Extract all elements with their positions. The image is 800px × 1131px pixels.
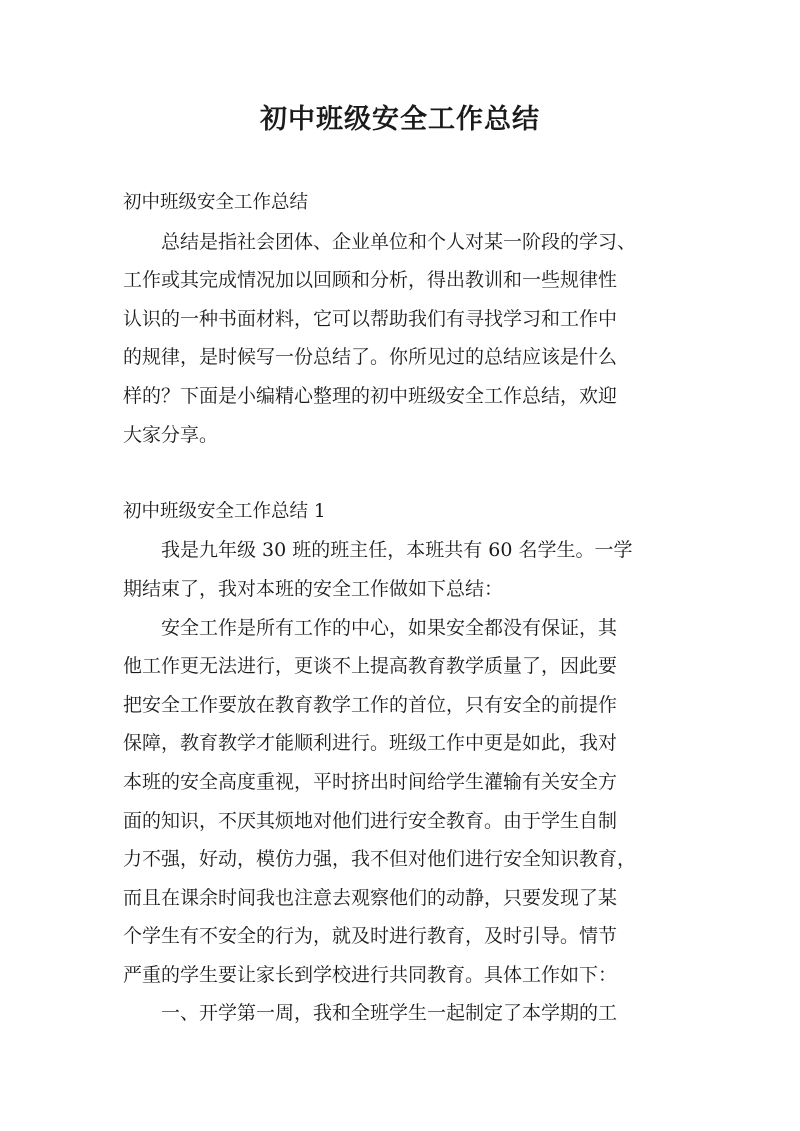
document-body xyxy=(123,184,683,1033)
paragraph-line: 认识的一种书面材料，它可以帮助我们有寻找学习和工作中 xyxy=(123,307,618,330)
blank-line xyxy=(123,454,683,493)
paragraph-line: 严重的学生要让家长到学校进行共同教育。具体工作如下： xyxy=(123,963,618,986)
paragraph-line: 我是九年级 30 班的班主任，本班共有 60 名学生。一学 xyxy=(123,539,633,562)
section-heading: 初中班级安全工作总结 1 xyxy=(123,500,326,522)
paragraph-line: 安全工作是所有工作的中心，如果安全都没有保证，其 xyxy=(123,616,618,639)
paragraph-line: 保障，教育教学才能顺利进行。班级工作中更是如此，我对 xyxy=(123,732,618,755)
paragraph-line: 把安全工作要放在教育教学工作的首位，只有安全的前提作 xyxy=(123,693,618,716)
paragraph-line: 工作或其完成情况加以回顾和分析，得出教训和一些规律性 xyxy=(123,269,618,292)
paragraph-line: 面的知识，不厌其烦地对他们进行安全教育。由于学生自制 xyxy=(123,809,618,832)
paragraph-line: 个学生有不安全的行为，就及时进行教育，及时引导。情节 xyxy=(123,925,618,948)
paragraph-line: 一、开学第一周，我和全班学生一起制定了本学期的工 xyxy=(123,1002,618,1025)
paragraph-line: 而且在课余时间我也注意去观察他们的动静，只要发现了某 xyxy=(123,886,618,909)
paragraph-line: 本班的安全高度重视，平时挤出时间给学生灌输有关安全方 xyxy=(123,770,618,793)
paragraph-line: 大家分享。 xyxy=(123,423,219,446)
intro-heading: 初中班级安全工作总结 xyxy=(123,192,309,213)
document-title: 初中班级安全工作总结 xyxy=(260,104,540,135)
paragraph-line: 的规律，是时候写一份总结了。你所见过的总结应该是什么 xyxy=(123,346,618,369)
paragraph-line: 期结束了，我对本班的安全工作做如下总结： xyxy=(123,577,504,600)
paragraph-line: 总结是指社会团体、企业单位和个人对某一阶段的学习、 xyxy=(123,230,637,253)
paragraph-line: 他工作更无法进行，更谈不上提高教育教学质量了，因此要 xyxy=(123,655,618,678)
paragraph-line: 力不强，好动，模仿力强，我不但对他们进行安全知识教育， xyxy=(123,848,637,871)
paragraph-line: 样的？下面是小编精心整理的初中班级安全工作总结，欢迎 xyxy=(123,384,618,407)
